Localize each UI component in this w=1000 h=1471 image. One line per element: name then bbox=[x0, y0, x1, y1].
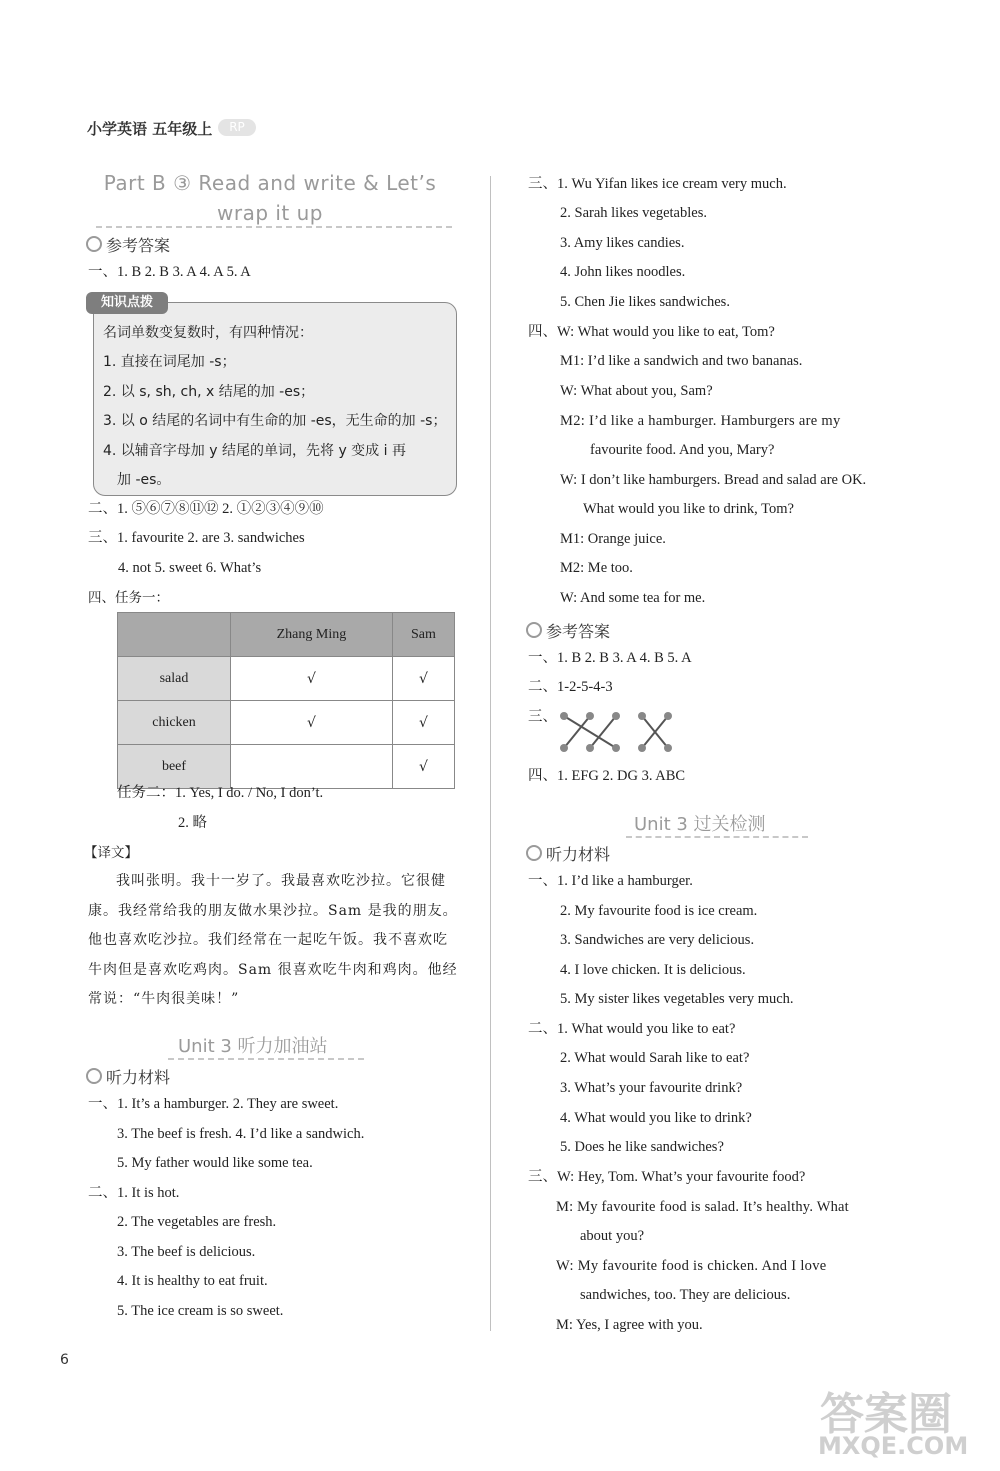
knowledge-line: 名词单数变复数时，有四种情况： bbox=[103, 325, 313, 341]
utterance: I’d like a sandwich and two bananas. bbox=[587, 353, 803, 369]
speaker: W: bbox=[560, 590, 578, 606]
unit-station-title: Unit 3 听力加油站 bbox=[178, 1036, 328, 1057]
answer-line: 5. Chen Jie likes sandwiches. bbox=[560, 294, 730, 310]
answer-q2: 二、1. ⑤⑥⑦⑧⑪⑫ 2. ①②③④⑨⑩ bbox=[88, 501, 324, 517]
table-header-cell: Zhang Ming bbox=[231, 613, 393, 657]
utterance: Orange juice. bbox=[587, 531, 666, 547]
utterance: What about you, Sam? bbox=[580, 383, 713, 399]
utterance: about you? bbox=[580, 1228, 645, 1244]
speaker: M1: bbox=[560, 531, 585, 547]
page-number: 6 bbox=[60, 1352, 69, 1368]
row-label: beef bbox=[118, 745, 231, 789]
dialogue-line bbox=[528, 1167, 805, 1187]
speaker: 三、W: bbox=[528, 1169, 575, 1185]
dialogue-line bbox=[560, 588, 705, 608]
knowledge-line: 4. 以辅音字母加 y 结尾的单词，先将 y 变成 i 再 bbox=[103, 443, 406, 459]
book-title: 小学英语 五年级上 bbox=[87, 120, 213, 138]
utterance: Me too. bbox=[587, 560, 633, 576]
utterance: What would you like to eat, Tom? bbox=[577, 324, 775, 340]
utterance: favourite food. And you, Mary? bbox=[590, 442, 775, 458]
task2-answer: 任务二：1. Yes, I do. / No, I don’t. bbox=[117, 785, 324, 801]
part-title: Part B ③ Read and write & Let’s wrap it up bbox=[103, 171, 437, 225]
match-dot bbox=[664, 744, 672, 752]
knowledge-tag: 知识点拨 bbox=[86, 292, 168, 314]
title-divider bbox=[626, 836, 808, 838]
dialogue-line bbox=[556, 1197, 849, 1217]
speaker: W: bbox=[560, 383, 578, 399]
answer-q3: 三、1. favourite 2. are 3. sandwiches bbox=[88, 530, 305, 546]
knowledge-line: 1. 直接在词尾加 -s； bbox=[103, 354, 236, 370]
speaker: M: bbox=[556, 1199, 574, 1215]
match-dot bbox=[638, 744, 646, 752]
knowledge-line: 2. 以 s, sh, ch, x 结尾的加 -es； bbox=[103, 384, 315, 400]
check-cell: √ bbox=[231, 657, 393, 701]
edition-badge: RP bbox=[218, 119, 256, 136]
dialogue-line bbox=[580, 1226, 644, 1246]
dialogue-line bbox=[556, 1315, 703, 1335]
utterance: sandwiches, too. They are delicious. bbox=[580, 1287, 791, 1303]
listening-line: 2. The vegetables are fresh. bbox=[117, 1214, 277, 1230]
search-icon bbox=[526, 622, 542, 638]
dialogue-line bbox=[556, 1256, 827, 1276]
listening-line: 4. It is healthy to eat fruit. bbox=[117, 1273, 268, 1289]
listening-line: 5. My father would like some tea. bbox=[117, 1155, 313, 1171]
match-dot bbox=[638, 712, 646, 720]
speaker: M2: bbox=[560, 560, 585, 576]
dialogue-line bbox=[580, 1285, 790, 1305]
answer-line: 一、1. B 2. B 3. A 4. B 5. A bbox=[528, 650, 692, 666]
dialogue-line bbox=[560, 351, 802, 371]
match-line bbox=[590, 716, 616, 748]
match-dot bbox=[560, 712, 568, 720]
listening-line: 3. The beef is fresh. 4. I’d like a sandwich. bbox=[117, 1126, 365, 1142]
listening-line: 二、1. It is hot. bbox=[88, 1185, 180, 1201]
dialogue-line bbox=[560, 411, 841, 431]
answer-line: 四、1. EFG 2. DG 3. ABC bbox=[528, 768, 686, 784]
speaker: M: bbox=[556, 1317, 573, 1333]
task2-answer: 2. 略 bbox=[178, 815, 207, 831]
utterance: My favourite food is chicken. And I love bbox=[577, 1258, 827, 1274]
answers-heading: 参考答案 bbox=[86, 233, 170, 256]
match-dot bbox=[560, 744, 568, 752]
utterance: What would you like to drink, Tom? bbox=[583, 501, 794, 517]
utterance: Hey, Tom. What’s your favourite food? bbox=[577, 1169, 806, 1185]
dialogue-line bbox=[583, 499, 794, 519]
search-icon bbox=[86, 236, 102, 252]
unit-test-title: Unit 3 过关检测 bbox=[634, 814, 766, 835]
table-header-cell: Sam bbox=[392, 613, 454, 657]
dialogue-line bbox=[560, 529, 666, 549]
listening-line: 2. What would Sarah like to eat? bbox=[560, 1050, 750, 1066]
table-header-cell bbox=[118, 613, 231, 657]
answer-line: 4. John likes noodles. bbox=[560, 264, 686, 280]
dialogue-line bbox=[560, 470, 866, 490]
match-line bbox=[564, 716, 616, 748]
utterance: My favourite food is salad. It’s healthy. What bbox=[577, 1199, 849, 1215]
listening-line: 3. The beef is delicious. bbox=[117, 1244, 256, 1260]
utterance: Yes, I agree with you. bbox=[576, 1317, 703, 1333]
knowledge-line: 加 -es。 bbox=[117, 472, 171, 488]
check-cell: √ bbox=[392, 701, 454, 745]
translation-label: 【译文】 bbox=[84, 845, 138, 861]
listening-line: 5. Does he like sandwiches? bbox=[560, 1139, 724, 1155]
listening-line: 二、1. What would you like to eat? bbox=[528, 1021, 736, 1037]
speaker: M2: bbox=[560, 413, 586, 429]
table-header-row bbox=[118, 613, 455, 657]
listening-line: 5. The ice cream is so sweet. bbox=[117, 1303, 284, 1319]
answer-q1: 一、1. B 2. B 3. A 4. A 5. A bbox=[88, 264, 251, 280]
row-label: salad bbox=[118, 657, 231, 701]
food-preference-table bbox=[117, 612, 455, 789]
row-label: chicken bbox=[118, 701, 231, 745]
table-row bbox=[118, 701, 455, 745]
title-divider bbox=[96, 226, 452, 228]
listening-line: 3. What’s your favourite drink? bbox=[560, 1080, 743, 1096]
search-icon bbox=[86, 1068, 102, 1084]
answer-line: 三、1. Wu Yifan likes ice cream very much. bbox=[528, 176, 787, 192]
utterance: And some tea for me. bbox=[580, 590, 706, 606]
listening-line: 4. I love chicken. It is delicious. bbox=[560, 962, 746, 978]
translation-text: 我叫张明。我十一岁了。我最喜欢吃沙拉。它很健康。我经常给我的朋友做水果沙拉。Sam 是我的朋友。他也喜欢吃沙拉。我们经常在一起吃午饭。我不喜欢吃牛肉但是喜欢吃鸡肉。Sam 很喜欢吃牛肉和鸡肉。他经常说：“牛肉很美味！” bbox=[88, 873, 458, 1007]
watermark-url: MXQE.COM bbox=[818, 1432, 969, 1460]
dialogue-line bbox=[590, 440, 774, 460]
answer-line: 2. Sarah likes vegetables. bbox=[560, 205, 707, 221]
answers-heading: 参考答案 bbox=[526, 619, 610, 642]
speaker: M1: bbox=[560, 353, 585, 369]
speaker: W: bbox=[560, 472, 578, 488]
check-cell: √ bbox=[392, 745, 454, 789]
dialogue-line bbox=[528, 322, 775, 342]
listening-line: 一、1. I’d like a hamburger. bbox=[528, 873, 693, 889]
matching-diagram bbox=[556, 708, 686, 756]
table-row bbox=[118, 745, 455, 789]
listening-heading: 听力材料 bbox=[526, 842, 610, 865]
search-icon bbox=[526, 845, 542, 861]
listening-line: 5. My sister likes vegetables very much. bbox=[560, 991, 794, 1007]
answer-q4-label: 四、任务一： bbox=[88, 590, 169, 606]
check-cell: √ bbox=[392, 657, 454, 701]
check-cell bbox=[231, 745, 393, 789]
dialogue-line bbox=[560, 558, 633, 578]
listening-line: 4. What would you like to drink? bbox=[560, 1110, 752, 1126]
match-dot bbox=[612, 744, 620, 752]
answer-line: 二、1-2-5-4-3 bbox=[528, 679, 613, 695]
match-dot bbox=[586, 744, 594, 752]
listening-line: 一、1. It’s a hamburger. 2. They are sweet. bbox=[88, 1096, 339, 1112]
column-divider bbox=[490, 176, 491, 1331]
utterance: I’d like a hamburger. Hamburgers are my bbox=[589, 413, 841, 429]
check-cell: √ bbox=[231, 701, 393, 745]
title-divider bbox=[168, 1058, 364, 1060]
speaker: W: bbox=[556, 1258, 574, 1274]
matching-label: 三、 bbox=[528, 709, 557, 725]
answer-line: 3. Amy likes candies. bbox=[560, 235, 685, 251]
utterance: I don’t like hamburgers. Bread and salad are OK. bbox=[580, 472, 867, 488]
table-row bbox=[118, 657, 455, 701]
listening-line: 3. Sandwiches are very delicious. bbox=[560, 932, 755, 948]
match-dot bbox=[664, 712, 672, 720]
listening-line: 2. My favourite food is ice cream. bbox=[560, 903, 758, 919]
listening-heading: 听力材料 bbox=[86, 1065, 170, 1088]
answer-q3: 4. not 5. sweet 6. What’s bbox=[118, 560, 262, 576]
speaker: 四、W: bbox=[528, 324, 575, 340]
match-line bbox=[564, 716, 590, 748]
dialogue-line bbox=[560, 381, 713, 401]
match-dot bbox=[612, 712, 620, 720]
watermark-logo: 答案圈 bbox=[820, 1389, 952, 1440]
knowledge-line: 3. 以 o 结尾的名词中有生命的加 -es，无生命的加 -s； bbox=[103, 413, 447, 429]
match-dot bbox=[586, 712, 594, 720]
